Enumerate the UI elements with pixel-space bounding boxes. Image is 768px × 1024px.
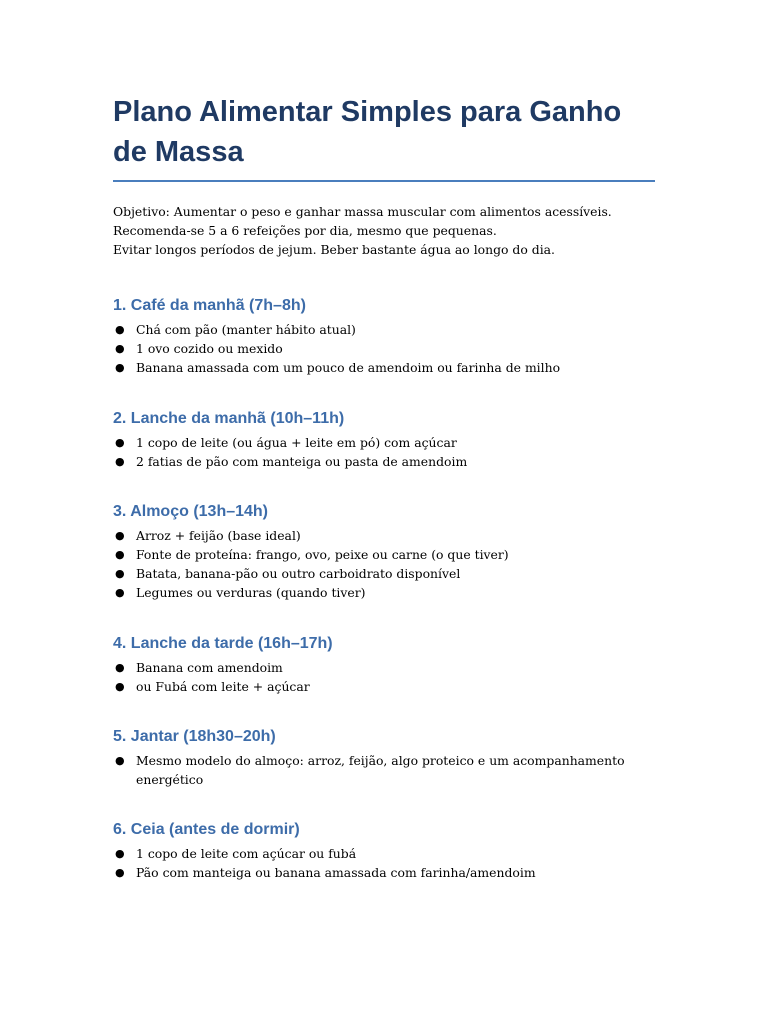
- bullet-icon: ●: [115, 361, 125, 374]
- intro-line: Objetivo: Aumentar o peso e ganhar massa muscular com alimentos acessíveis.: [113, 204, 612, 219]
- bullet-icon: ●: [115, 661, 125, 674]
- meal-section: [113, 501, 655, 602]
- list-item: [113, 677, 655, 696]
- meal-section: [113, 633, 655, 696]
- list-item-text: Fonte de proteína: frango, ovo, peixe ou carne (o que tiver): [136, 547, 509, 562]
- list-item: [113, 545, 655, 564]
- list-item: [113, 358, 655, 377]
- bullet-icon: ●: [115, 455, 125, 468]
- list-item: [113, 564, 655, 583]
- section-heading: 4. Lanche da tarde (16h–17h): [113, 635, 333, 652]
- intro-line: Recomenda-se 5 a 6 refeições por dia, mesmo que pequenas.: [113, 223, 497, 238]
- section-heading: 5. Jantar (18h30–20h): [113, 728, 276, 745]
- list-item: [113, 526, 655, 545]
- list-item: [113, 844, 655, 863]
- list-item-text: Batata, banana-pão ou outro carboidrato disponível: [136, 566, 461, 581]
- bullet-icon: ●: [115, 847, 125, 860]
- meal-section: [113, 819, 655, 882]
- bullet-icon: ●: [115, 323, 125, 336]
- list-item: [113, 339, 655, 358]
- intro-line: Evitar longos períodos de jejum. Beber bastante água ao longo do dia.: [113, 242, 555, 257]
- list-item-text: Chá com pão (manter hábito atual): [136, 322, 356, 337]
- meal-item-list: [113, 320, 655, 377]
- list-item: [113, 583, 655, 602]
- bullet-icon: ●: [115, 567, 125, 580]
- list-item-text: 1 ovo cozido ou mexido: [136, 341, 283, 356]
- list-item: [113, 320, 655, 339]
- document-page: [113, 92, 655, 882]
- section-heading: 6. Ceia (antes de dormir): [113, 821, 300, 838]
- bullet-icon: ●: [115, 342, 125, 355]
- bullet-icon: ●: [115, 754, 125, 767]
- list-item-text: Pão com manteiga ou banana amassada com farinha/amendoim: [136, 865, 536, 880]
- list-item-text: Arroz + feijão (base ideal): [136, 528, 301, 543]
- section-heading: 1. Café da manhã (7h–8h): [113, 297, 306, 314]
- list-item-text: Mesmo modelo do almoço: arroz, feijão, algo proteico e um acompanhamento energético: [136, 753, 625, 787]
- list-item-text: Banana com amendoim: [136, 660, 283, 675]
- list-item-text: 1 copo de leite com açúcar ou fubá: [136, 846, 357, 861]
- meal-sections: [113, 295, 655, 882]
- meal-section: [113, 408, 655, 471]
- list-item-text: 1 copo de leite (ou água + leite em pó) com açúcar: [136, 435, 457, 450]
- meal-item-list: [113, 433, 655, 471]
- list-item-text: Banana amassada com um pouco de amendoim ou farinha de milho: [136, 360, 561, 375]
- list-item: [113, 863, 655, 882]
- meal-section: [113, 295, 655, 377]
- list-item-text: Legumes ou verduras (quando tiver): [136, 585, 366, 600]
- meal-item-list: [113, 526, 655, 602]
- bullet-icon: ●: [115, 529, 125, 542]
- bullet-icon: ●: [115, 866, 125, 879]
- section-heading: 2. Lanche da manhã (10h–11h): [113, 410, 345, 427]
- list-item-text: ou Fubá com leite + açúcar: [136, 679, 310, 694]
- page-title: Plano Alimentar Simples para Ganho de Massa: [113, 92, 655, 182]
- section-heading: 3. Almoço (13h–14h): [113, 503, 269, 520]
- list-item: [113, 658, 655, 677]
- bullet-icon: ●: [115, 680, 125, 693]
- bullet-icon: ●: [115, 586, 125, 599]
- list-item-text: 2 fatias de pão com manteiga ou pasta de amendoim: [136, 454, 468, 469]
- meal-item-list: [113, 751, 655, 789]
- list-item: [113, 751, 655, 789]
- meal-item-list: [113, 658, 655, 696]
- meal-item-list: [113, 844, 655, 882]
- intro-paragraph: [113, 202, 655, 259]
- list-item: [113, 433, 655, 452]
- bullet-icon: ●: [115, 436, 125, 449]
- list-item: [113, 452, 655, 471]
- bullet-icon: ●: [115, 548, 125, 561]
- meal-section: [113, 726, 655, 789]
